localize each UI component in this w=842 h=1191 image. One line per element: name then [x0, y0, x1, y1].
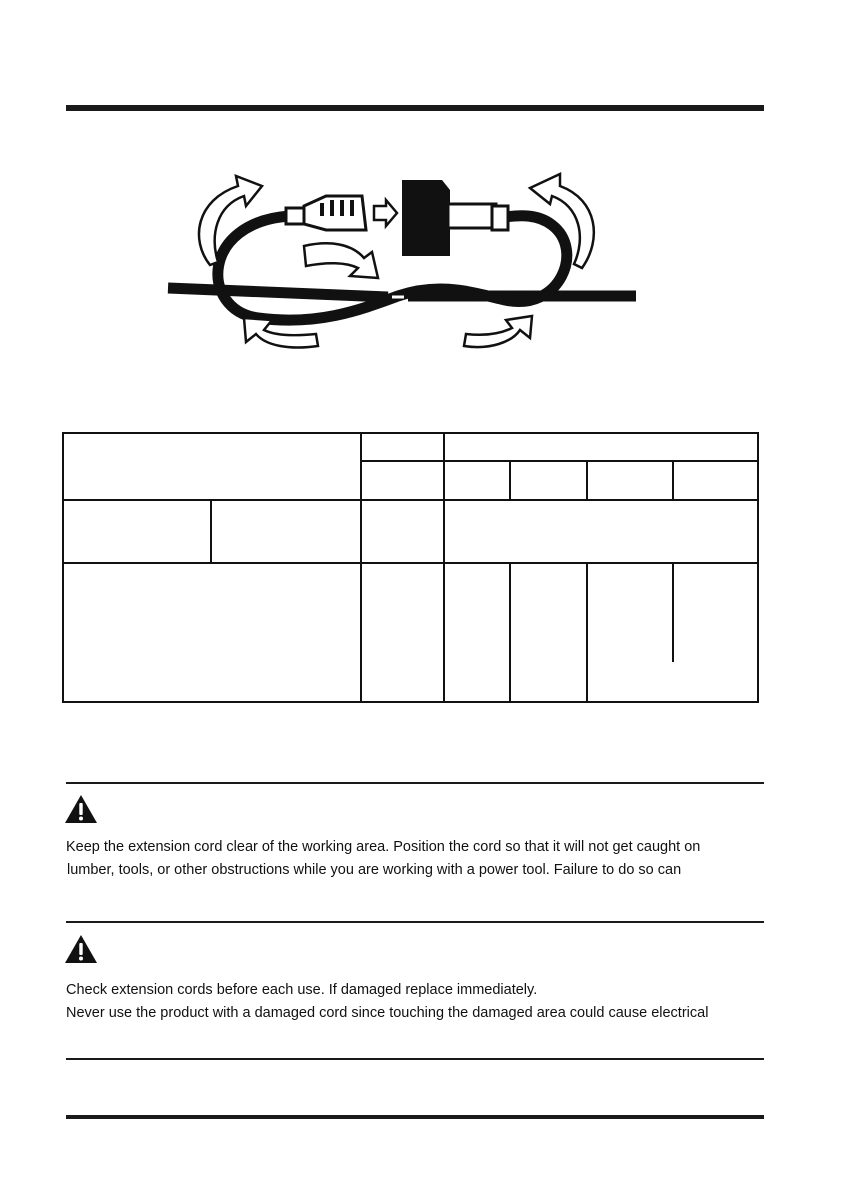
warning-text-line: Check extension cords before each use. If damaged replace immediately. — [66, 982, 538, 998]
curved-arrow-icon — [304, 243, 378, 278]
tool-cord — [168, 288, 388, 297]
header-rule — [66, 105, 764, 111]
extension-cord-spec-table — [62, 432, 762, 708]
warning-divider — [66, 921, 764, 923]
warning-triangle-icon — [64, 794, 98, 824]
extension-cord-knot-illustration — [150, 165, 650, 375]
warning-text-line: Keep the extension cord clear of the working area. Position the cord so that it will not get caught on — [66, 839, 701, 855]
warning-triangle-icon — [64, 934, 98, 964]
warning-text-line: Never use the product with a damaged cord since touching the damaged area could cause electrical — [66, 1005, 709, 1021]
curved-arrow-icon — [464, 316, 532, 347]
cord-connector — [286, 196, 366, 230]
warning-divider — [66, 1058, 764, 1060]
footer-rule — [66, 1115, 764, 1119]
cord-plug — [402, 180, 508, 256]
extension-cord-loop — [218, 216, 567, 320]
warning-divider — [66, 782, 764, 784]
connect-arrow-icon — [374, 200, 397, 226]
warning-text-line: lumber, tools, or other obstructions while you are working with a power tool. Failure to do so can — [67, 862, 682, 878]
